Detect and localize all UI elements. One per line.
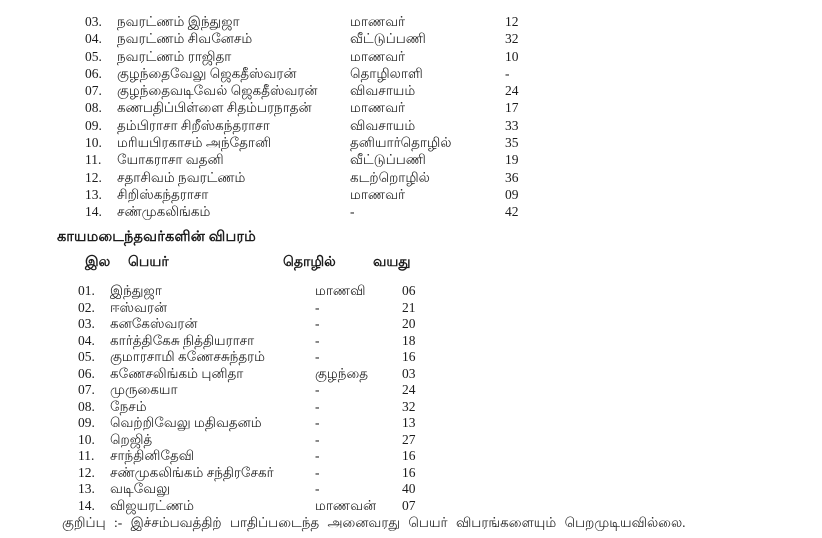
table-row <box>78 415 428 432</box>
person-name: சண்முகலிங்கம் சந்திரசேகர் <box>110 464 274 480</box>
table-row <box>78 366 428 383</box>
age-cell: 06 <box>402 283 416 298</box>
age-cell: 16 <box>402 448 416 463</box>
occupation-cell: மாணவர் <box>350 100 406 116</box>
age-cell: 16 <box>402 464 416 480</box>
table-row <box>85 99 531 116</box>
table-row <box>85 82 531 99</box>
person-name: சதாசிவம் நவரட்ணம் <box>117 169 246 185</box>
occupation-cell: - <box>350 204 355 220</box>
row-number: 08. <box>78 398 95 414</box>
table-row <box>78 399 428 416</box>
row-number: 13. <box>85 186 102 202</box>
table-row <box>85 151 531 168</box>
table-row <box>85 117 531 134</box>
row-number: 14. <box>85 204 102 220</box>
row-number: 06. <box>85 65 102 81</box>
occupation-cell: - <box>315 316 320 331</box>
section-heading: காயமடைந்தவர்களின் விபரம் <box>57 229 257 245</box>
row-number: 05. <box>85 48 102 64</box>
occupation-cell: மாணவன் <box>315 497 377 513</box>
row-number: 14. <box>78 497 95 513</box>
age-cell: 24 <box>402 382 416 397</box>
person-name: றெஜித் <box>110 431 153 447</box>
occupation-cell: மாணவர் <box>350 14 406 29</box>
age-cell: 07 <box>402 497 416 513</box>
row-number: 02. <box>78 299 95 315</box>
table-row <box>78 349 428 366</box>
age-cell: 13 <box>402 415 416 430</box>
header-occupation: தொழில் <box>283 255 336 270</box>
occupation-cell: வீட்டுப்பணி <box>350 152 426 168</box>
person-name: நவரட்ணம் இந்துஜா <box>117 14 240 29</box>
header-age: வயது <box>373 255 411 270</box>
age-cell: 19 <box>505 152 519 168</box>
table-row <box>85 169 531 186</box>
table-row <box>85 65 531 82</box>
person-name: முருகையா <box>110 382 178 397</box>
row-number: 12. <box>78 464 95 480</box>
row-number: 01. <box>78 283 95 298</box>
table-row <box>78 316 428 333</box>
row-number: 07. <box>78 382 95 397</box>
age-cell: 42 <box>505 204 519 220</box>
person-name: கார்த்திகேசு நித்தியராசா <box>110 332 255 348</box>
person-name: விஜயரட்ணம் <box>110 497 194 513</box>
age-cell: 17 <box>505 100 519 116</box>
age-cell: 20 <box>402 316 416 331</box>
row-number: 09. <box>85 117 102 133</box>
persons-table-continued <box>85 13 531 221</box>
table-row <box>78 333 428 350</box>
occupation-cell: - <box>315 332 320 348</box>
person-name: தம்பிராசா சிறீஸ்கந்தராசா <box>117 117 270 133</box>
age-cell: - <box>505 65 510 81</box>
age-cell: 32 <box>505 31 519 47</box>
occupation-cell: - <box>315 349 320 364</box>
table-row <box>78 283 428 300</box>
occupation-cell: - <box>315 464 320 480</box>
row-number: 10. <box>78 431 95 447</box>
header-number: இல <box>85 255 111 270</box>
occupation-cell: மாணவர் <box>350 48 406 64</box>
person-name: கனகேஸ்வரன் <box>110 316 198 331</box>
age-cell: 24 <box>505 83 519 99</box>
person-name: ஈஸ்வரன் <box>110 299 168 315</box>
person-name: குழந்தைவடிவேல் ஜெகதீஸ்வரன் <box>117 83 318 99</box>
age-cell: 40 <box>402 481 416 496</box>
person-name: வெற்றிவேலு மதிவதனம் <box>110 415 262 430</box>
row-number: 06. <box>78 365 95 381</box>
person-name: கணேசலிங்கம் புனிதா <box>110 365 244 381</box>
occupation-cell: மாணவர் <box>350 186 406 202</box>
person-name: இந்துஜா <box>110 283 162 298</box>
age-cell: 18 <box>402 332 416 348</box>
row-number: 04. <box>78 332 95 348</box>
age-cell: 27 <box>402 431 416 447</box>
table-row <box>78 300 428 317</box>
person-name: குழந்தைவேலு ஜெகதீஸ்வரன் <box>117 65 297 81</box>
table-row <box>78 498 428 515</box>
row-number: 12. <box>85 169 102 185</box>
table-row <box>85 48 531 65</box>
table-row <box>85 203 531 220</box>
footnote: குறிப்பு :- இச்சம்பவத்திற் பாதிப்படைந்த அனைவரது பெயர் விபரங்களையும் பெறமுடியவில்லை. <box>62 515 686 530</box>
row-number: 09. <box>78 415 95 430</box>
table-row <box>85 134 531 151</box>
person-name: நவரட்ணம் ராஜிதா <box>117 48 232 64</box>
person-name: நவரட்ணம் சிவனேசம் <box>117 31 253 47</box>
age-cell: 36 <box>505 169 519 185</box>
person-name: யோகராசா வதனி <box>117 152 224 168</box>
row-number: 04. <box>85 31 102 47</box>
occupation-cell: கடற்றொழில் <box>350 169 430 185</box>
age-cell: 32 <box>402 398 416 414</box>
row-number: 03. <box>85 14 102 29</box>
occupation-cell: தனியார்தொழில் <box>350 135 452 151</box>
person-name: சண்முகலிங்கம் <box>117 204 211 220</box>
row-number: 05. <box>78 349 95 364</box>
age-cell: 33 <box>505 117 519 133</box>
row-number: 10. <box>85 135 102 151</box>
person-name: சாந்தினிதேவி <box>110 448 195 463</box>
table-row <box>78 382 428 399</box>
person-name: மரியபிரகாசம் அந்தோனி <box>117 135 272 151</box>
table-row <box>78 448 428 465</box>
person-name: நேசம் <box>110 398 147 414</box>
row-number: 08. <box>85 100 102 116</box>
occupation-cell: - <box>315 398 320 414</box>
occupation-cell: குழந்தை <box>315 365 369 381</box>
age-cell: 12 <box>505 14 519 29</box>
age-cell: 35 <box>505 135 519 151</box>
table-row <box>78 481 428 498</box>
age-cell: 16 <box>402 349 416 364</box>
person-name: குமாரசாமி கணேசசுந்தரம் <box>110 349 265 364</box>
person-name: வடிவேலு <box>110 481 171 496</box>
age-cell: 21 <box>402 299 416 315</box>
occupation-cell: விவசாயம் <box>350 117 416 133</box>
row-number: 11. <box>85 152 102 168</box>
person-name: சிறிஸ்கந்தராசா <box>117 186 209 202</box>
person-name: கணபதிப்பிள்ளை சிதம்பரநாதன் <box>117 100 312 116</box>
occupation-cell: மாணவி <box>315 283 366 298</box>
injured-persons-table <box>78 283 428 514</box>
occupation-cell: - <box>315 415 320 430</box>
occupation-cell: - <box>315 448 320 463</box>
occupation-cell: தொழிலாளி <box>350 65 423 81</box>
occupation-cell: - <box>315 382 320 397</box>
age-cell: 10 <box>505 48 519 64</box>
table-row <box>78 432 428 449</box>
age-cell: 03 <box>402 365 416 381</box>
occupation-cell: - <box>315 481 320 496</box>
occupation-cell: - <box>315 431 320 447</box>
row-number: 11. <box>78 448 95 463</box>
table-row <box>85 186 531 203</box>
table-row <box>78 465 428 482</box>
table-row <box>85 30 531 47</box>
occupation-cell: வீட்டுப்பணி <box>350 31 426 47</box>
table-row <box>85 13 531 30</box>
row-number: 07. <box>85 83 102 99</box>
row-number: 13. <box>78 481 95 496</box>
age-cell: 09 <box>505 186 519 202</box>
row-number: 03. <box>78 316 95 331</box>
occupation-cell: விவசாயம் <box>350 83 416 99</box>
header-name: பெயர் <box>128 255 169 270</box>
occupation-cell: - <box>315 299 320 315</box>
